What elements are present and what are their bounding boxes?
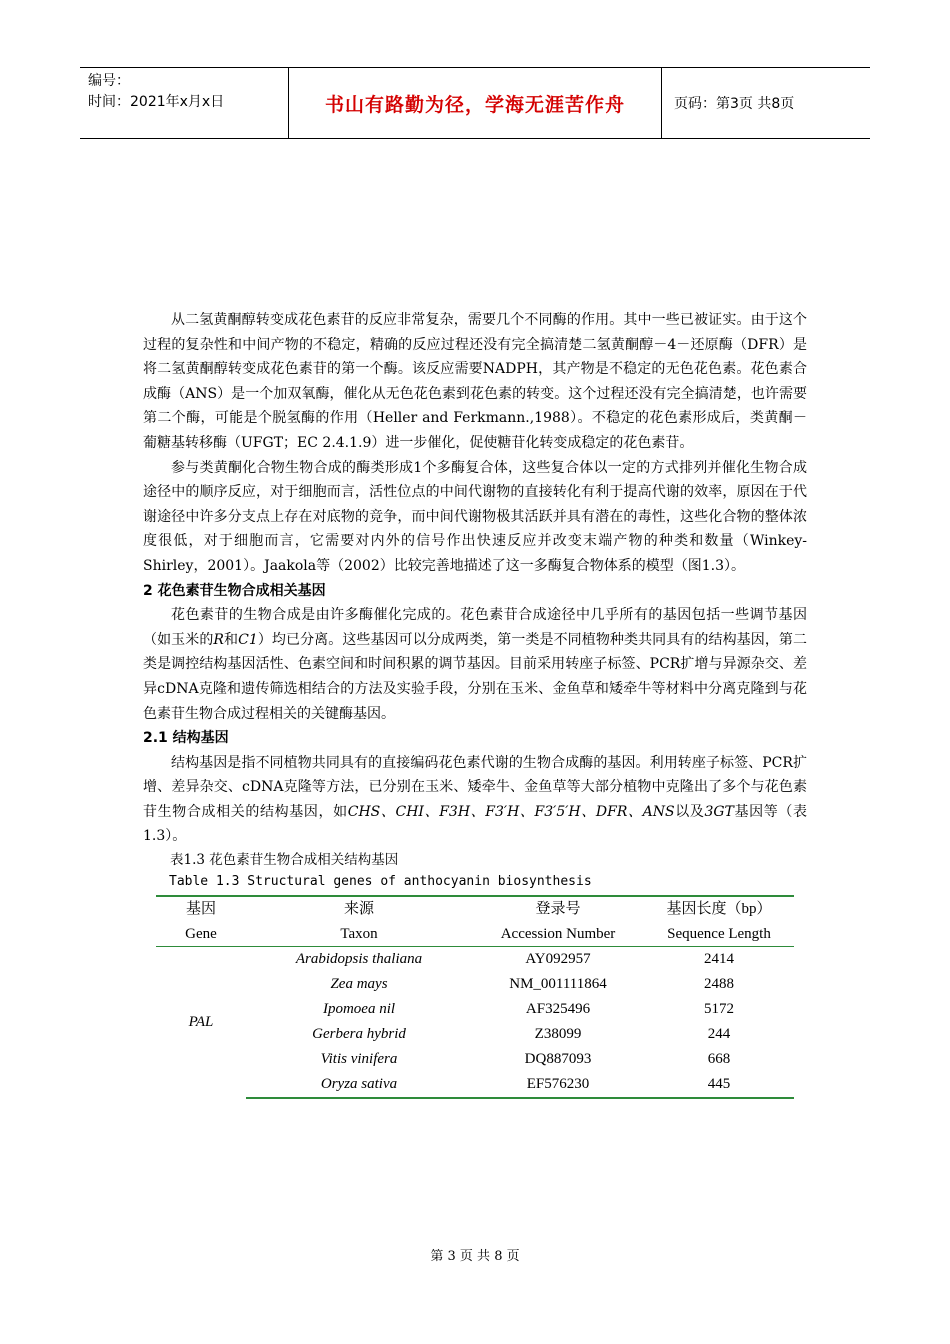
section-heading-2-1: 2.1 结构基因 <box>143 730 229 747</box>
header-length-en: Sequence Length <box>644 922 794 947</box>
accession-cell: AY092957 <box>525 951 591 968</box>
accession-cell: DQ887093 <box>524 1051 592 1068</box>
length-cell: 2488 <box>704 976 734 993</box>
header-taxon-en: Taxon <box>246 922 472 947</box>
header-taxon-cn: 来源 <box>246 896 472 922</box>
header-page-label: 页码：第3页 共8页 <box>674 96 795 112</box>
table-caption-cn: 表1.3 花色素苷生物合成相关结构基因 <box>170 852 399 869</box>
taxon-cell: Zea mays <box>330 976 388 993</box>
paragraph-3: 花色素苷的生物合成是由许多酶催化完成的。花色素苷合成途径中几乎所有的基因包括一些调节基因（如玉米的R和C1）均已分离。这些基因可以分成两类，第一类是不同植物种类共同具有的结构基因，第二类是调控结构基因活性、色素空间和时间积累的调节基因。目前采用转座子标签、PCR扩增与异源杂交、差异cDNA克隆和遗传筛选相结合的方法及实验手段，分别在玉米、金鱼草和矮牵牛等材料中分离克隆到与花色素苷生物合成过程相关的关键酶基因。 <box>143 607 808 722</box>
table-row <box>156 1047 794 1072</box>
table-row <box>156 1072 794 1098</box>
header-gene-en: Gene <box>156 922 246 947</box>
table-row <box>156 972 794 997</box>
length-cell: 668 <box>707 1051 731 1068</box>
taxon-cell: Arabidopsis thaliana <box>295 951 423 968</box>
length-cell: 445 <box>644 1072 794 1098</box>
accession-cell: EF576230 <box>472 1072 644 1098</box>
table-row <box>156 947 794 973</box>
length-cell: 244 <box>707 1026 731 1043</box>
header-left <box>80 68 289 138</box>
header-accession-cn: 登录号 <box>472 896 644 922</box>
time-label: 时间：2021年x月x日 <box>88 94 225 110</box>
gene-cell: PAL <box>188 1014 214 1031</box>
section-heading-2: 2 花色素苷生物合成相关基因 <box>143 582 326 599</box>
table-header-row-en <box>156 922 794 947</box>
page-footer: 第 3 页 共 8 页 <box>430 1249 520 1264</box>
accession-cell: AF325496 <box>525 1001 591 1018</box>
page-header <box>80 67 870 139</box>
paragraph-2: 参与类黄酮化合物生物合成的酶类形成1个多酶复合体，这些复合体以一定的方式排列并催化生物合成途径中的顺序反应，对于细胞而言，活性位点的中间代谢物的直接转化有利于提高代谢的效率，原因在于代谢途径中许多分支点上存在对底物的竞争，而中间代谢物极其活跃并具有潜在的毒性，这些化合物的整体浓度很低，对于细胞而言，它需要对内外的信号作出快速反应并改变末端产物的种类和数量（Winkey-Shirley，2001）。Jaakola等（2002）比较完善地描述了这一多酶复合物体系的模型（图1.3）。 <box>143 459 807 574</box>
number-label: 编号： <box>88 73 130 89</box>
taxon-cell: Gerbera hybrid <box>312 1026 406 1043</box>
taxon-cell: Vitis vinifera <box>320 1051 398 1068</box>
accession-cell: Z38099 <box>534 1026 582 1043</box>
header-motto: 书山有路勤为径，学海无涯苦作舟 <box>289 68 662 138</box>
structural-genes-table <box>156 895 794 1099</box>
taxon-cell: Oryza sativa <box>246 1072 472 1098</box>
taxon-cell: Ipomoea nil <box>322 1001 396 1018</box>
header-gene-cn: 基因 <box>156 896 246 922</box>
document-body <box>143 308 807 1099</box>
accession-cell: NM_001111864 <box>509 976 607 993</box>
table-caption-en: Table 1.3 Structural genes of anthocyanin biosynthesis <box>169 874 592 890</box>
header-accession-en: Accession Number <box>472 922 644 947</box>
paragraph-4: 结构基因是指不同植物共同具有的直接编码花色素代谢的生物合成酶的基因。利用转座子标签、PCR扩增、差异杂交、cDNA克隆等方法，已分别在玉米、矮牵牛、金鱼草等大部分植物中克隆出了多个与花色素苷生物合成相关的结构基因，如CHS、CHI、F3H、F3′H、F3′5′H、DFR、ANS以及3GT基因等（表1.3）。 <box>143 754 808 845</box>
table-row <box>156 997 794 1022</box>
paragraph-1: 从二氢黄酮醇转变成花色素苷的反应非常复杂，需要几个不同酶的作用。其中一些已被证实。由于这个过程的复杂性和中间产物的不稳定，精确的反应过程还没有完全搞清楚二氢黄酮醇－4－还原酶（DFR）是将二氢黄酮醇转变成花色素苷的第一个酶。该反应需要NADPH，其产物是不稳定的无色花色素。花色素合成酶（ANS）是一个加双氧酶，催化从无色花色素到花色素的转变。这个过程还没有完全搞清楚，也许需要第二个酶，可能是个脱氢酶的作用（Heller and Ferkmann.,1988）。不稳定的花色素形成后，类黄酮－葡糖基转移酶（UFGT；EC 2.4.1.9）进一步催化，促使糖苷化转变成稳定的花色素苷。 <box>143 312 807 451</box>
length-cell: 2414 <box>704 951 734 968</box>
length-cell: 5172 <box>704 1001 734 1018</box>
header-length-cn: 基因长度（bp） <box>644 896 794 922</box>
table-header-row-cn <box>156 896 794 922</box>
table-row <box>156 1022 794 1047</box>
